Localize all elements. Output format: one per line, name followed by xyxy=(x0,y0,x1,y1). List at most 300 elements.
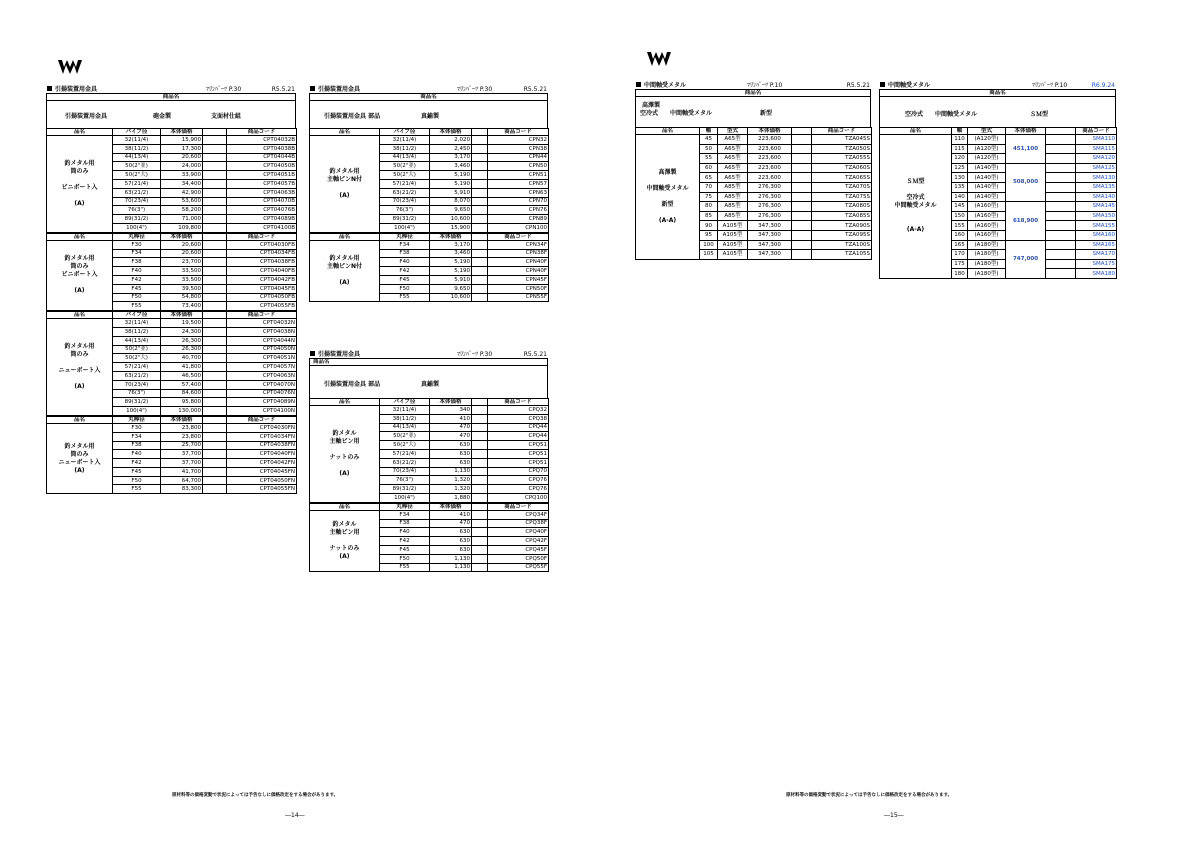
blank-cell xyxy=(472,171,488,180)
size-cell: F42 xyxy=(113,275,161,284)
price-cell: 15,900 xyxy=(430,223,472,232)
model-cell: (A180型) xyxy=(968,259,1006,269)
product-name-header: 商品名 xyxy=(46,94,296,101)
product-code-cell: CPT04034FB xyxy=(227,249,297,258)
column-header: 品名 xyxy=(47,416,113,423)
blank-cell xyxy=(472,485,488,494)
size-cell: F40 xyxy=(380,258,430,267)
product-code-cell: CPQ70 xyxy=(488,467,549,476)
product-code-cell: CPT04051N xyxy=(227,354,297,363)
product-code-cell: CPQ32 xyxy=(488,406,549,415)
blank-cell xyxy=(472,136,488,145)
price-cell: 83,300 xyxy=(161,485,203,494)
column-header: 品名 xyxy=(47,312,113,319)
model-cell: (A160型) xyxy=(968,230,1006,240)
blank-cell xyxy=(203,432,227,441)
price-cell: 46,500 xyxy=(161,371,203,380)
column-header: 商品コード xyxy=(488,399,549,406)
shaft-cell: 75 xyxy=(700,192,718,202)
column-header: 本体価格 xyxy=(1006,128,1046,135)
product-code-cell: CPT04038FB xyxy=(227,258,297,267)
price-cell: 630 xyxy=(430,528,472,537)
price-cell: 223,600 xyxy=(748,135,792,145)
price-cell: 33,500 xyxy=(161,267,203,276)
price-cell: 223,600 xyxy=(748,154,792,164)
product-code-cell: CPQ40F xyxy=(488,528,549,537)
product-code-cell: CPT04038FN xyxy=(227,441,297,450)
size-cell: 32(11/4) xyxy=(113,136,161,145)
product-code-cell: CPT04076B xyxy=(227,206,297,215)
product-code-cell: CPT04089B xyxy=(227,215,297,224)
blank-cell xyxy=(472,223,488,232)
column-header: 本体価格 xyxy=(430,399,472,406)
size-cell: 70(23/4) xyxy=(113,380,161,389)
product-code-cell: CPN100 xyxy=(488,223,549,232)
column-header: 商品コード xyxy=(488,503,549,510)
size-cell: 38(11/2) xyxy=(380,414,430,423)
product-code-cell: TZA045S xyxy=(812,135,872,145)
price-cell: 1,880 xyxy=(430,493,472,502)
blank-cell xyxy=(203,293,227,302)
size-cell: 50(2"並) xyxy=(380,162,430,171)
product-code-cell: SMA150 xyxy=(1076,211,1117,221)
product-code-cell: SMA130 xyxy=(1076,173,1117,183)
blank-cell xyxy=(792,230,812,240)
size-cell: F42 xyxy=(380,267,430,276)
column-header: 軸 xyxy=(700,128,718,135)
size-cell: 76(3") xyxy=(113,389,161,398)
column-header: 丸棒径 xyxy=(380,233,430,240)
category-cell: 高澤製 中間軸受メタル 新型 (A-A) xyxy=(636,135,700,260)
price-table xyxy=(46,416,297,494)
category-cell: 釣メタル用 筒のみ ニューボート入 (A) xyxy=(47,319,113,416)
product-code-cell: SMA120 xyxy=(1076,154,1117,164)
blank-cell xyxy=(792,240,812,250)
blank-cell xyxy=(472,179,488,188)
category-cell: 釣メタル 主軸ピン用 ナットのみ (A) xyxy=(310,406,380,503)
product-code-cell: CPQ34F xyxy=(488,510,549,519)
product-code-cell: SMA110 xyxy=(1076,135,1117,145)
model-cell: A105型 xyxy=(718,221,748,231)
product-code-cell: TZA095S xyxy=(812,230,872,240)
column-header: パイプ径 xyxy=(113,312,161,319)
product-code-cell: CPQ42F xyxy=(488,537,549,546)
price-cell: 10,600 xyxy=(430,293,472,302)
size-cell: 44(13/4) xyxy=(113,153,161,162)
column-header: 本体価格 xyxy=(161,312,203,319)
blank-cell xyxy=(472,275,488,284)
size-cell: 57(21/4) xyxy=(380,449,430,458)
product-code-cell: CPN50F xyxy=(488,284,549,293)
column-header: 品名 xyxy=(636,128,700,135)
shaft-cell: 155 xyxy=(952,221,968,231)
page-15 xyxy=(596,0,1191,843)
product-code-cell: CPT04050FN xyxy=(227,476,297,485)
size-cell: 100(4") xyxy=(113,407,161,416)
blank-cell xyxy=(472,206,488,215)
size-cell: 50(2"並) xyxy=(113,345,161,354)
column-header: 商品コード xyxy=(1076,128,1117,135)
product-name-header: 商品名 xyxy=(309,94,548,101)
size-cell: F55 xyxy=(113,485,161,494)
size-cell: 63(21/2) xyxy=(380,188,430,197)
price-cell: 130,000 xyxy=(161,407,203,416)
company-logo xyxy=(646,50,672,68)
blank-cell xyxy=(203,423,227,432)
product-code-cell: TZA050S xyxy=(812,144,872,154)
price-cell: 470 xyxy=(430,519,472,528)
blank-cell xyxy=(472,215,488,224)
shaft-cell: 55 xyxy=(700,154,718,164)
price-cell: 23,700 xyxy=(161,258,203,267)
product-code-cell: TZA100S xyxy=(812,240,872,250)
blank-cell xyxy=(1046,135,1076,145)
blank-cell xyxy=(203,389,227,398)
price-cell: 5,190 xyxy=(430,179,472,188)
product-code-cell: CPT04100N xyxy=(227,407,297,416)
blank-cell xyxy=(472,188,488,197)
price-cell: 5,910 xyxy=(430,275,472,284)
footer-note: 原材料等の価格変動で状況によっては予告なしに価格改定をする場合があります。 xyxy=(172,793,339,798)
product-code-cell: TZA080S xyxy=(812,202,872,212)
size-cell: 63(21/2) xyxy=(113,188,161,197)
product-code-cell: SMA125 xyxy=(1076,163,1117,173)
shaft-cell: 180 xyxy=(952,269,968,279)
shaft-cell: 125 xyxy=(952,163,968,173)
blank-cell xyxy=(472,284,488,293)
price-cell: 24,000 xyxy=(161,162,203,171)
size-cell: F38 xyxy=(380,519,430,528)
blank-cell xyxy=(792,135,812,145)
price-cell: 3,170 xyxy=(430,240,472,249)
size-cell: 89(31/2) xyxy=(113,215,161,224)
blank-cell xyxy=(472,406,488,415)
column-header: 丸棒径 xyxy=(113,233,161,240)
size-cell: 100(4") xyxy=(380,493,430,502)
table-row xyxy=(47,319,297,328)
column-header: 本体価格 xyxy=(161,129,203,136)
column-header: 本体価格 xyxy=(430,503,472,510)
price-cell: 15,900 xyxy=(161,136,203,145)
blank-cell xyxy=(203,441,227,450)
size-cell: 44(13/4) xyxy=(380,153,430,162)
model-cell: (A160型) xyxy=(968,202,1006,212)
product-code-cell: CPT04057B xyxy=(227,179,297,188)
blank-cell xyxy=(1046,259,1076,269)
price-cell: 25,700 xyxy=(161,441,203,450)
blank-cell xyxy=(203,363,227,372)
table-header-row xyxy=(47,233,297,240)
price-table xyxy=(635,127,872,260)
shaft-cell: 50 xyxy=(700,144,718,154)
shaft-cell: 85 xyxy=(700,211,718,221)
blank-cell xyxy=(472,563,488,572)
price-table xyxy=(309,503,549,573)
size-cell: F42 xyxy=(380,537,430,546)
model-cell: A65型 xyxy=(718,173,748,183)
category-cell: 釣メタル用 筒のみ ニューボート入 (A) xyxy=(47,423,113,493)
model-cell: A105型 xyxy=(718,250,748,260)
size-cell: F30 xyxy=(113,423,161,432)
size-cell: F38 xyxy=(113,258,161,267)
product-code-cell: CPN57 xyxy=(488,179,549,188)
size-cell: 70(23/4) xyxy=(380,197,430,206)
product-code-cell: CPN40F xyxy=(488,267,549,276)
size-cell: 50(2"大) xyxy=(113,171,161,180)
size-cell: 38(11/2) xyxy=(380,144,430,153)
model-cell: A85型 xyxy=(718,211,748,221)
price-cell: 71,000 xyxy=(161,215,203,224)
product-code-cell: CPN38F xyxy=(488,249,549,258)
shaft-cell: 80 xyxy=(700,202,718,212)
blank-cell xyxy=(203,240,227,249)
price-cell: 57,400 xyxy=(161,380,203,389)
model-cell: (A120型) xyxy=(968,154,1006,164)
column-header: 商品コード xyxy=(227,129,297,136)
column-header: 本体価格 xyxy=(430,233,472,240)
product-name-row: 引揚装置用金具 砲金製 支面材仕組 xyxy=(46,101,296,128)
size-cell: 50(2"並) xyxy=(113,162,161,171)
table-header-row xyxy=(310,129,549,136)
product-code-cell: CPT04063N xyxy=(227,371,297,380)
size-cell: F55 xyxy=(380,563,430,572)
price-cell: 41,700 xyxy=(161,467,203,476)
price-cell: 37,700 xyxy=(161,450,203,459)
product-code-cell: SMA180 xyxy=(1076,269,1117,279)
column-header: 品名 xyxy=(47,233,113,240)
price-cell: 747,000 xyxy=(1006,240,1046,278)
price-cell: 276,300 xyxy=(748,202,792,212)
blank-cell xyxy=(203,144,227,153)
section-p14-right-bottom xyxy=(309,350,548,572)
column-header xyxy=(472,399,488,406)
blank-cell xyxy=(472,197,488,206)
size-cell: F34 xyxy=(113,432,161,441)
category-cell: 釣メタル用 主軸ピンN付 (A) xyxy=(310,240,380,302)
product-code-cell: CPQ100 xyxy=(488,493,549,502)
page-number: ―15― xyxy=(884,812,904,819)
product-code-cell: CPQ38F xyxy=(488,519,549,528)
product-code-cell: CPN76 xyxy=(488,206,549,215)
blank-cell xyxy=(203,354,227,363)
column-header xyxy=(203,129,227,136)
size-cell: F38 xyxy=(113,441,161,450)
shaft-cell: 45 xyxy=(700,135,718,145)
column-header: 品名 xyxy=(47,129,113,136)
product-code-cell: CPN32 xyxy=(488,136,549,145)
blank-cell xyxy=(203,407,227,416)
product-code-cell: SMA155 xyxy=(1076,221,1117,231)
blank-cell xyxy=(1046,230,1076,240)
product-code-cell: CPT04089N xyxy=(227,398,297,407)
table-header-row xyxy=(636,128,872,135)
blank-cell xyxy=(203,275,227,284)
blank-cell xyxy=(472,414,488,423)
blank-cell xyxy=(472,293,488,302)
model-cell: (A160型) xyxy=(968,221,1006,231)
model-cell: (A140型) xyxy=(968,192,1006,202)
product-code-cell: CPN34F xyxy=(488,240,549,249)
shaft-cell: 100 xyxy=(700,240,718,250)
product-code-cell: SMA165 xyxy=(1076,240,1117,250)
model-cell: (A140型) xyxy=(968,182,1006,192)
price-cell: 630 xyxy=(430,458,472,467)
price-cell: 10,600 xyxy=(430,215,472,224)
shaft-cell: 170 xyxy=(952,250,968,260)
table-row xyxy=(310,136,549,145)
price-cell: 5,190 xyxy=(430,171,472,180)
blank-cell xyxy=(203,206,227,215)
price-cell: 20,600 xyxy=(161,240,203,249)
table-row xyxy=(47,423,297,432)
blank-cell xyxy=(472,528,488,537)
price-cell: 1,130 xyxy=(430,467,472,476)
product-code-cell: TZA085S xyxy=(812,211,872,221)
model-cell: (A120型) xyxy=(968,144,1006,154)
price-cell: 3,460 xyxy=(430,162,472,171)
size-cell: F45 xyxy=(113,284,161,293)
shaft-cell: 160 xyxy=(952,230,968,240)
price-cell: 73,400 xyxy=(161,302,203,311)
size-cell: F50 xyxy=(113,476,161,485)
model-cell: A65型 xyxy=(718,135,748,145)
column-header: 品名 xyxy=(310,503,380,510)
product-code-cell: CPT04050B xyxy=(227,162,297,171)
size-cell: F45 xyxy=(380,275,430,284)
blank-cell xyxy=(203,345,227,354)
product-code-cell: CPT04032N xyxy=(227,319,297,328)
price-cell: 347,300 xyxy=(748,230,792,240)
blank-cell xyxy=(472,537,488,546)
table-row xyxy=(310,406,549,415)
page-number: ―14― xyxy=(285,812,305,819)
section-header: 引揚装置用金具 ﾏﾘﾝﾊﾟｰﾂ P.30 R5.5.21 xyxy=(309,350,548,359)
size-cell: 76(3") xyxy=(380,206,430,215)
table-header-row xyxy=(47,416,297,423)
price-cell: 347,300 xyxy=(748,250,792,260)
price-cell: 223,600 xyxy=(748,173,792,183)
price-cell: 23,800 xyxy=(161,423,203,432)
blank-cell xyxy=(203,485,227,494)
price-cell: 37,700 xyxy=(161,459,203,468)
product-code-cell: CPQ44 xyxy=(488,423,549,432)
shaft-cell: 70 xyxy=(700,182,718,192)
shaft-cell: 150 xyxy=(952,211,968,221)
price-cell: 508,000 xyxy=(1006,163,1046,201)
size-cell: 44(13/4) xyxy=(113,336,161,345)
shaft-cell: 120 xyxy=(952,154,968,164)
size-cell: 76(3") xyxy=(113,206,161,215)
blank-cell xyxy=(203,302,227,311)
category-cell: 釣メタル用 筒のみ ビニボート入 (A) xyxy=(47,240,113,310)
shaft-cell: 175 xyxy=(952,259,968,269)
blank-cell xyxy=(203,258,227,267)
column-header: 商品コード xyxy=(488,129,549,136)
blank-cell xyxy=(203,450,227,459)
product-code-cell: TZA055S xyxy=(812,154,872,164)
size-cell: 38(11/2) xyxy=(113,144,161,153)
blank-cell xyxy=(472,493,488,502)
blank-cell xyxy=(203,267,227,276)
blank-cell xyxy=(203,179,227,188)
category-cell: ＳＭ型 空冷式 中間軸受メタル (A-A) xyxy=(880,135,952,279)
blank-cell xyxy=(792,211,812,221)
price-cell: 19,500 xyxy=(161,319,203,328)
product-code-cell: CPT04038B xyxy=(227,144,297,153)
column-header: 本体価格 xyxy=(161,233,203,240)
model-cell: (A140型) xyxy=(968,173,1006,183)
blank-cell xyxy=(472,249,488,258)
shaft-cell: 90 xyxy=(700,221,718,231)
column-header: 商品コード xyxy=(488,233,549,240)
product-code-cell: CPQ50F xyxy=(488,554,549,563)
product-code-cell: TZA075S xyxy=(812,192,872,202)
blank-cell xyxy=(472,441,488,450)
blank-cell xyxy=(203,249,227,258)
product-code-cell: CPQ38 xyxy=(488,414,549,423)
footer-note: 原材料等の価格変動で状況によっては予告なしに価格改定をする場合があります。 xyxy=(786,793,953,798)
table-header-row xyxy=(310,399,549,406)
product-code-cell: TZA105S xyxy=(812,250,872,260)
column-header xyxy=(472,503,488,510)
price-cell: 630 xyxy=(430,545,472,554)
column-header: パイプ径 xyxy=(380,399,430,406)
price-cell: 8,070 xyxy=(430,197,472,206)
price-cell: 347,300 xyxy=(748,240,792,250)
product-code-cell: CPN70 xyxy=(488,197,549,206)
product-code-cell: CPT04038N xyxy=(227,327,297,336)
price-table xyxy=(309,128,549,233)
blank-cell xyxy=(792,163,812,173)
product-code-cell: CPN55F xyxy=(488,293,549,302)
price-cell: 223,600 xyxy=(748,144,792,154)
product-code-cell: CPN40F xyxy=(488,258,549,267)
blank-cell xyxy=(203,171,227,180)
product-code-cell: SMA135 xyxy=(1076,182,1117,192)
model-cell: (A120型) xyxy=(968,135,1006,145)
model-cell: (A180型) xyxy=(968,240,1006,250)
product-code-cell: CPQ55F xyxy=(488,563,549,572)
blank-cell xyxy=(472,458,488,467)
blank-cell xyxy=(792,144,812,154)
product-code-cell: CPQ51 xyxy=(488,449,549,458)
price-cell: 630 xyxy=(430,441,472,450)
blank-cell xyxy=(472,467,488,476)
section-header: 中間軸受メタル ﾏﾘﾝﾊﾟｰﾂ P.10 R6.9.24 xyxy=(879,81,1116,90)
product-code-cell: CPN38 xyxy=(488,144,549,153)
price-cell: 17,300 xyxy=(161,144,203,153)
size-cell: 100(4") xyxy=(113,223,161,232)
size-cell: F45 xyxy=(380,545,430,554)
price-table xyxy=(46,311,297,416)
model-cell: A85型 xyxy=(718,182,748,192)
product-code-cell: CPT04030FN xyxy=(227,423,297,432)
blank-cell xyxy=(203,476,227,485)
blank-cell xyxy=(203,223,227,232)
price-cell: 630 xyxy=(430,537,472,546)
blank-cell xyxy=(472,144,488,153)
product-code-cell: CPQ76 xyxy=(488,476,549,485)
product-code-cell: SMA160 xyxy=(1076,230,1117,240)
product-name-row: 空冷式 中間軸受メタル ＳＭ型 xyxy=(879,97,1116,127)
column-header: 型式 xyxy=(718,128,748,135)
section-header: 引揚装置用金具 ﾏﾘﾝﾊﾟｰﾂ P.30 R5.5.21 xyxy=(46,85,296,94)
price-cell: 84,600 xyxy=(161,389,203,398)
price-cell: 1,130 xyxy=(430,563,472,572)
model-cell: A65型 xyxy=(718,144,748,154)
model-cell: (A180型) xyxy=(968,250,1006,260)
price-cell: 58,200 xyxy=(161,206,203,215)
